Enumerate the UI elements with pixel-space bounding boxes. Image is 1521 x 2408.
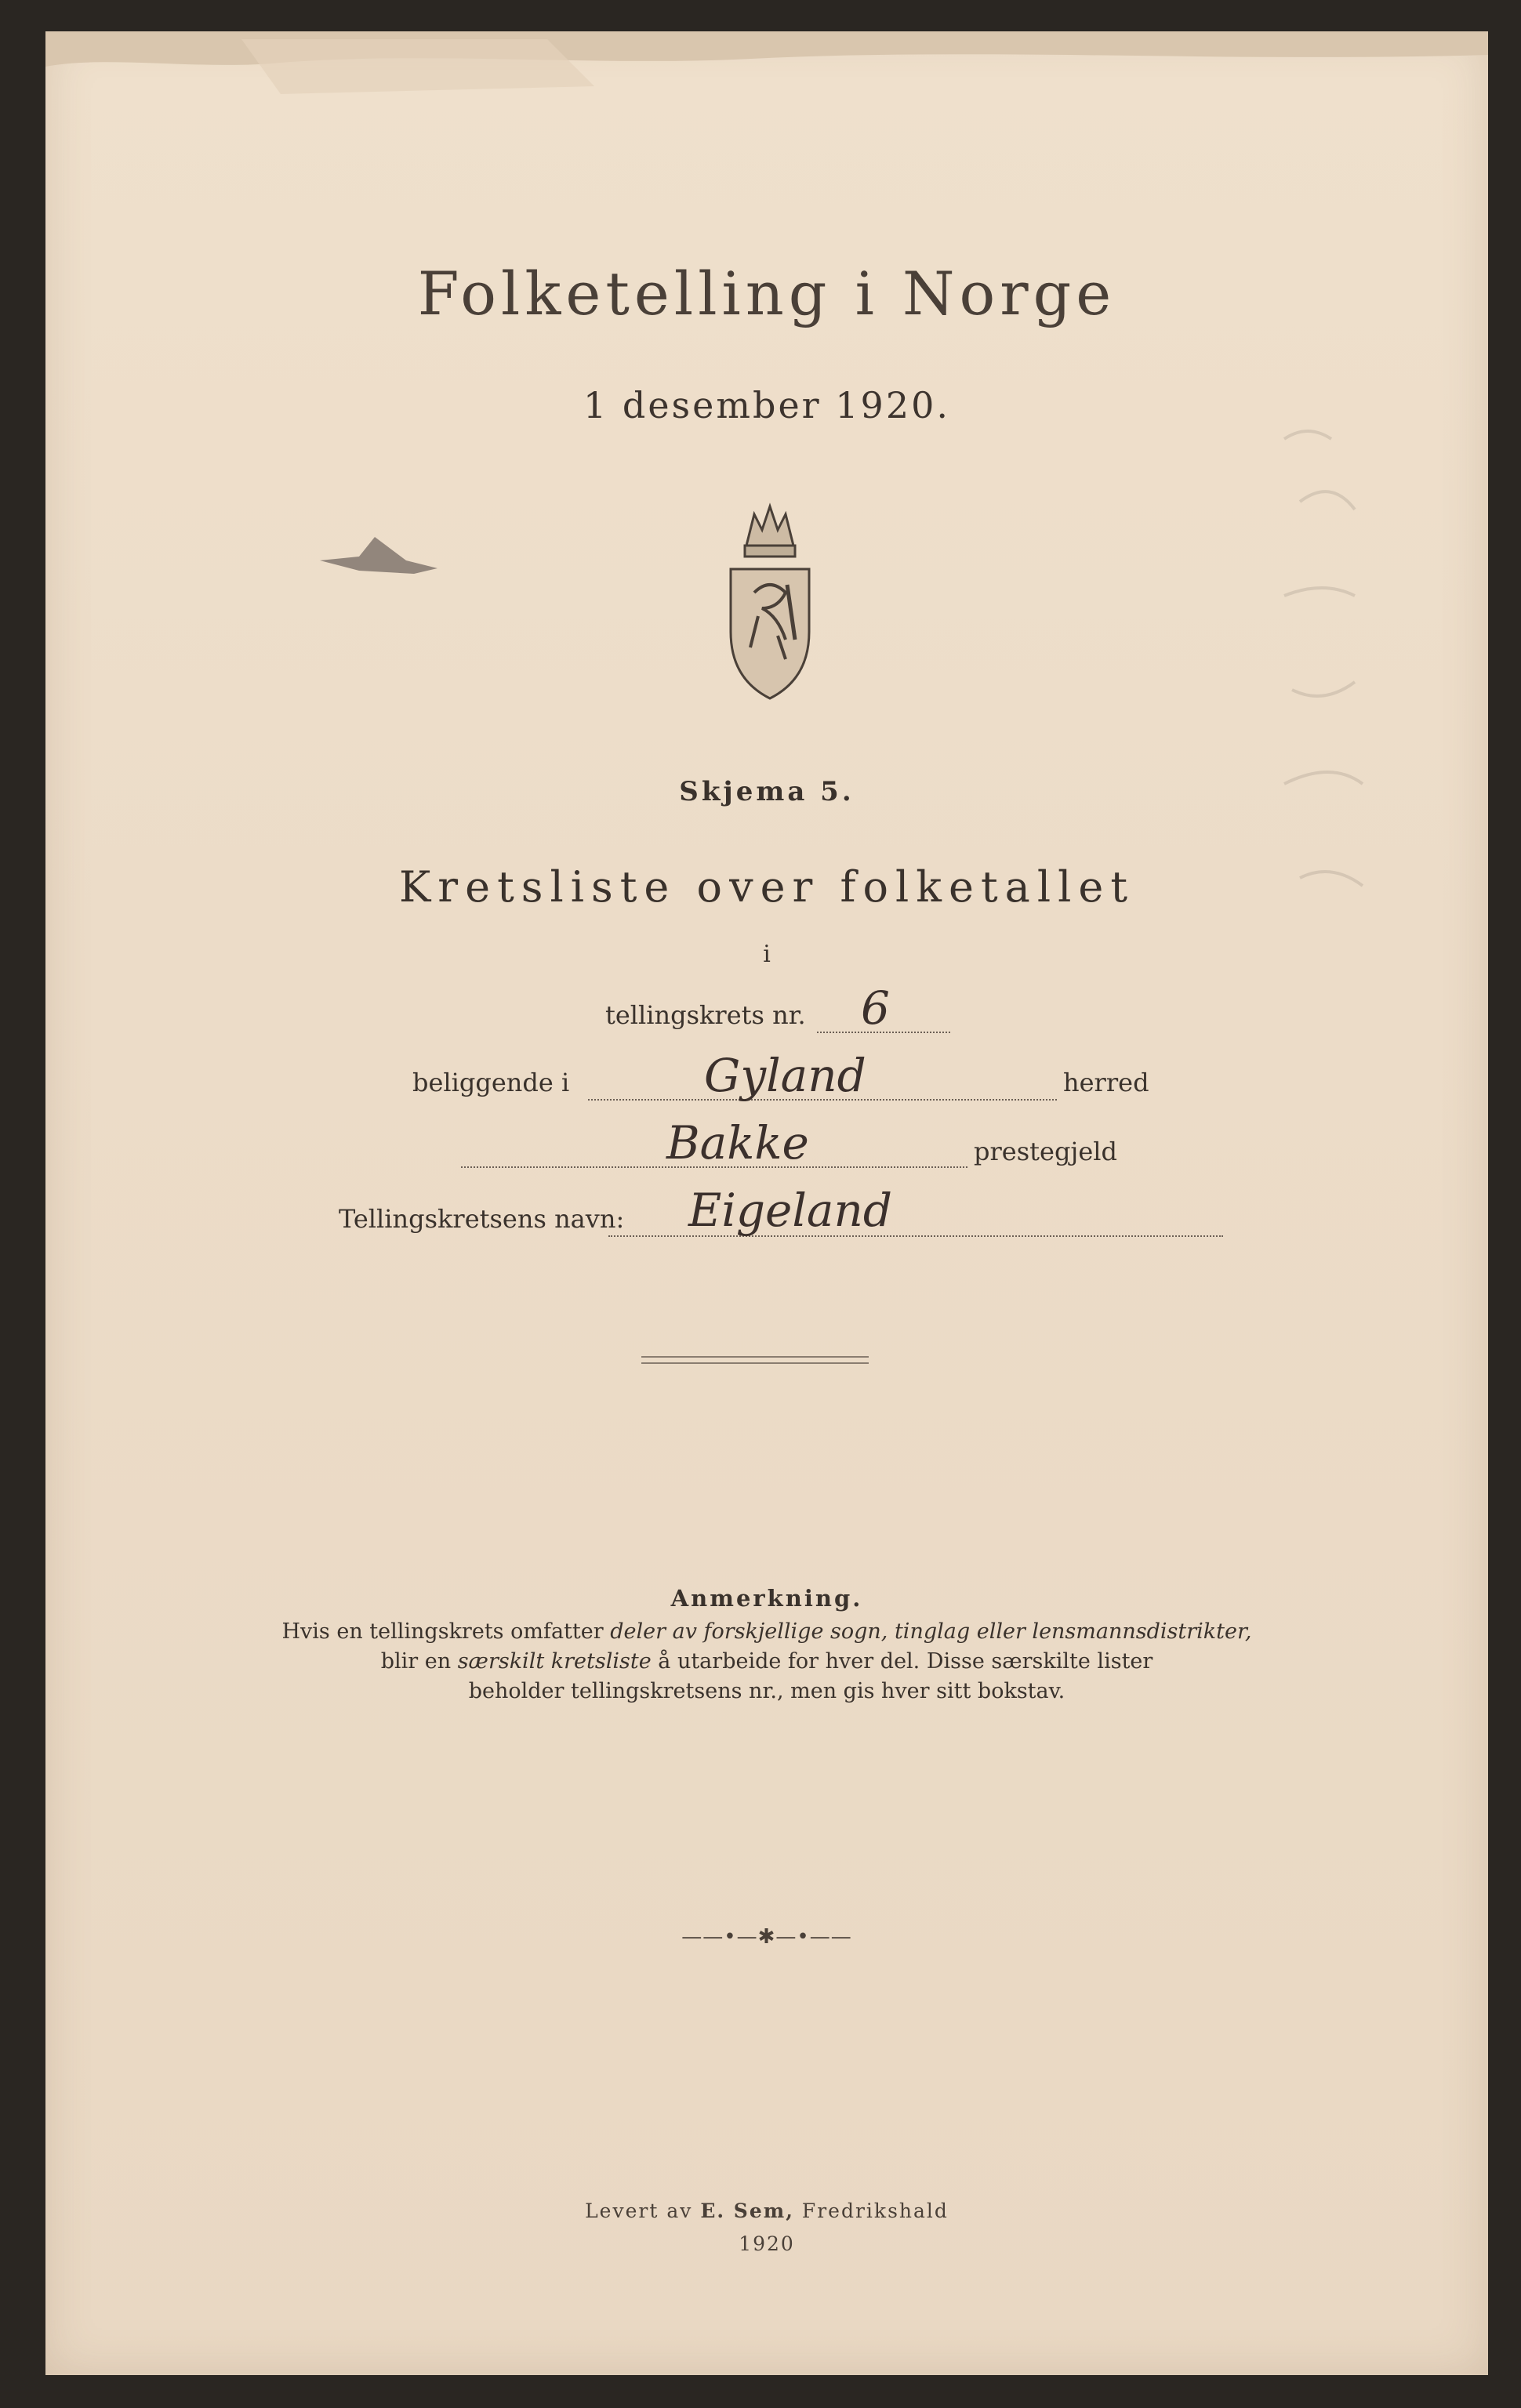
krets-nr-label: tellingskrets nr. (605, 1000, 806, 1030)
printer-year: 1920 (739, 2232, 795, 2255)
census-date: 1 desember 1920. (583, 384, 950, 426)
herred-label: herred (1063, 1068, 1149, 1097)
note-line-2a: blir en (380, 1649, 452, 1674)
note-title: Anmerkning. (670, 1585, 863, 1612)
norwegian-coat-of-arms-icon (715, 499, 825, 702)
prestegjeld-value: Bakke (666, 1116, 809, 1170)
note-line-1 (45, 1619, 1488, 1644)
pencil-mark (312, 525, 469, 588)
herred-value: Gyland (704, 1049, 866, 1102)
note-line-3: beholder tellingskretsens nr., men gis hver sitt bokstav. (468, 1679, 1065, 1703)
printer-credit (45, 2199, 1488, 2222)
note-line-2b: særskilt kretsliste (457, 1649, 652, 1674)
ornament-divider: ——•—✱—•—— (681, 1925, 852, 1949)
census-form-page (45, 31, 1488, 2375)
page-title: Folketelling i Norge (417, 259, 1116, 328)
double-rule-divider (641, 1356, 869, 1364)
krets-nr-value: 6 (861, 981, 890, 1035)
navn-value: Eigeland (688, 1184, 892, 1237)
note-line-2c: å utarbeide for hver del. Disse særskilte lister (658, 1649, 1153, 1674)
schema-label: Skjema 5. (679, 776, 855, 807)
preposition: i (763, 941, 771, 968)
beliggende-label: beliggende i (412, 1068, 570, 1097)
printer-prefix: Levert av (585, 2199, 693, 2222)
form-heading: Kretsliste over folketallet (398, 862, 1135, 912)
printer-name: E. Sem, (700, 2199, 794, 2222)
navn-label: Tellingskretsens navn: (339, 1204, 625, 1234)
torn-top-edge (45, 31, 1488, 118)
note-line-2 (45, 1649, 1488, 1674)
note-line-1a: Hvis en tellingskrets omfatter (281, 1619, 604, 1644)
printer-city: Fredrikshald (801, 2199, 949, 2222)
note-line-1b: deler av forskjellige sogn, tinglag eller lensmannsdistrikter, (610, 1619, 1252, 1644)
prestegjeld-label: prestegjeld (974, 1137, 1117, 1166)
